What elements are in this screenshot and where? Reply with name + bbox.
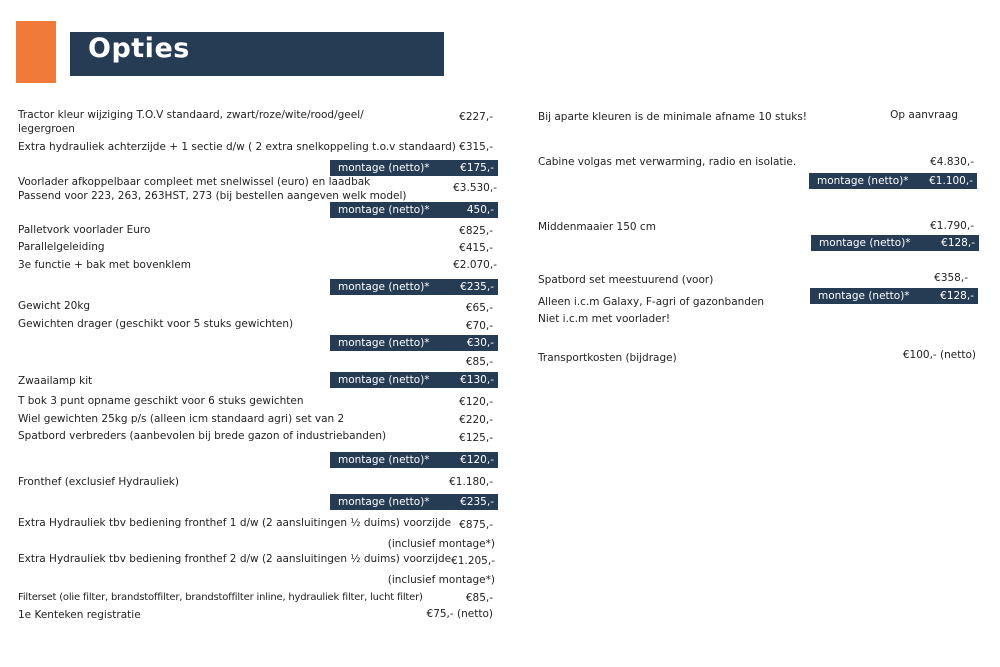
- montage-bar: [809, 173, 977, 189]
- option-hydrauliek-achter: Extra hydrauliek achterzijde + 1 sectie d/w ( 2 extra snelkoppeling t.o.v standaard): [18, 141, 456, 153]
- montage-price: 450,-: [466, 204, 494, 216]
- price-transportkosten: €100,- (netto): [902, 349, 976, 361]
- price-hydrauliek-achter: €315,-: [459, 141, 493, 153]
- option-voorlader: Voorlader afkoppelbaar compleet met snelwissel (euro) en laadbak: [18, 176, 371, 188]
- price-gewicht: €65,-: [465, 302, 493, 314]
- option-zwaailamp: Zwaailamp kit: [18, 375, 93, 387]
- price-filterset: €85,-: [465, 592, 493, 604]
- option-middenmaaier: Middenmaaier 150 cm: [538, 221, 656, 233]
- option-fronthef-1dw: Extra Hydrauliek tbv bediening fronthef 1 d/w (2 aansluitingen ½ duims) voorzijde: [18, 517, 452, 529]
- price-palletvork: €825,-: [459, 225, 493, 237]
- montage-bar: [810, 288, 978, 304]
- montage-price: €1.100,-: [929, 175, 973, 187]
- option-gewichten-drager: Gewichten drager (geschikt voor 5 stuks gewichten): [18, 318, 294, 330]
- montage-bar: [811, 235, 979, 251]
- montage-label: montage (netto)*: [819, 237, 911, 249]
- price-fronthef-2dw: €1.205,-: [451, 555, 495, 567]
- note-aparte-kleuren: Bij aparte kleuren is de minimale afname 10 stuks!: [538, 111, 808, 123]
- montage-label: montage (netto)*: [338, 281, 430, 293]
- montage-bar: [330, 372, 498, 388]
- montage-price: €128,-: [941, 237, 975, 249]
- accent-block: [16, 21, 56, 83]
- option-wiel-gewichten: Wiel gewichten 25kg p/s (alleen icm standaard agri) set van 2: [18, 413, 345, 425]
- montage-label: montage (netto)*: [338, 454, 430, 466]
- montage-bar: [330, 452, 498, 468]
- montage-price: €128,-: [940, 290, 974, 302]
- option-gewicht: Gewicht 20kg: [18, 300, 91, 312]
- montage-price: €130,-: [460, 374, 494, 386]
- option-filterset: Filterset (olie filter, brandstoffilter, brandstoffilter inline, hydrauliek filter, lucht filter): [18, 592, 423, 603]
- option-spatbord-set: Spatbord set meestuurend (voor): [538, 274, 714, 286]
- price-gewichten-drager: €70,-: [465, 320, 493, 332]
- montage-bar: [330, 494, 498, 510]
- option-spatbord-verbreders: Spatbord verbreders (aanbevolen bij brede gazon of industriebanden): [18, 430, 387, 442]
- montage-price: €175,-: [460, 162, 494, 174]
- price-spatbord-verbreders: €125,-: [459, 432, 493, 444]
- price-middenmaaier: €1.790,-: [930, 220, 974, 232]
- option-parallelgeleiding: Parallelgeleiding: [18, 241, 105, 253]
- montage-label: montage (netto)*: [338, 162, 430, 174]
- montage-bar: [330, 160, 498, 176]
- price-spatbord-set: €358,-: [934, 272, 968, 284]
- price-voorlader: €3.530,-: [453, 182, 497, 194]
- price-tbok: €120,-: [459, 396, 493, 408]
- price-cabine: €4.830,-: [930, 156, 974, 168]
- note-alleen-icm: Alleen i.c.m Galaxy, F-agri of gazonbanden: [538, 296, 765, 308]
- montage-label: montage (netto)*: [338, 374, 430, 386]
- montage-price: €235,-: [460, 496, 494, 508]
- montage-price: €30,-: [466, 337, 494, 349]
- price-wiel-gewichten: €220,-: [459, 414, 493, 426]
- price-derde-functie: €2.070,-: [453, 259, 497, 271]
- option-derde-functie: 3e functie + bak met bovenklem: [18, 259, 191, 271]
- price-kenteken: €75,- (netto): [426, 608, 493, 620]
- montage-bar: [330, 279, 498, 295]
- price-extra: €85,-: [465, 356, 493, 368]
- option-palletvork: Palletvork voorlader Euro: [18, 224, 151, 236]
- note-inclusief-montage: (inclusief montage*): [387, 574, 495, 586]
- option-tractor-kleur-cont: legergroen: [18, 123, 75, 135]
- option-kenteken: 1e Kenteken registratie: [18, 609, 141, 621]
- montage-label: montage (netto)*: [817, 175, 909, 187]
- montage-label: montage (netto)*: [338, 204, 430, 216]
- price-parallelgeleiding: €415,-: [459, 242, 493, 254]
- montage-label: montage (netto)*: [338, 496, 430, 508]
- price-aparte-kleuren: Op aanvraag: [890, 109, 958, 121]
- option-transportkosten: Transportkosten (bijdrage): [538, 352, 677, 364]
- option-voorlader-cont: Passend voor 223, 263, 263HST, 273 (bij bestellen aangeven welk model): [18, 190, 407, 202]
- montage-bar: [330, 202, 498, 218]
- montage-label: montage (netto)*: [338, 337, 430, 349]
- note-inclusief-montage: (inclusief montage*): [387, 538, 495, 550]
- montage-price: €120,-: [460, 454, 494, 466]
- page-title: Opties: [88, 33, 190, 64]
- option-tractor-kleur: Tractor kleur wijziging T.O.V standaard, zwart/roze/wite/rood/geel/: [18, 109, 364, 121]
- note-niet-icm: Niet i.c.m met voorlader!: [538, 313, 671, 325]
- price-fronthef: €1.180,-: [449, 476, 493, 488]
- montage-label: montage (netto)*: [818, 290, 910, 302]
- montage-price: €235,-: [460, 281, 494, 293]
- option-tbok: T bok 3 punt opname geschikt voor 6 stuks gewichten: [18, 395, 304, 407]
- price-tractor-kleur: €227,-: [459, 111, 493, 123]
- price-fronthef-1dw: €875,-: [459, 519, 493, 531]
- option-fronthef: Fronthef (exclusief Hydrauliek): [18, 476, 179, 488]
- montage-bar: [330, 335, 498, 351]
- option-cabine: Cabine volgas met verwarming, radio en isolatie.: [538, 156, 797, 168]
- option-fronthef-2dw: Extra Hydrauliek tbv bediening fronthef 2 d/w (2 aansluitingen ½ duims) voorzijde: [18, 553, 452, 565]
